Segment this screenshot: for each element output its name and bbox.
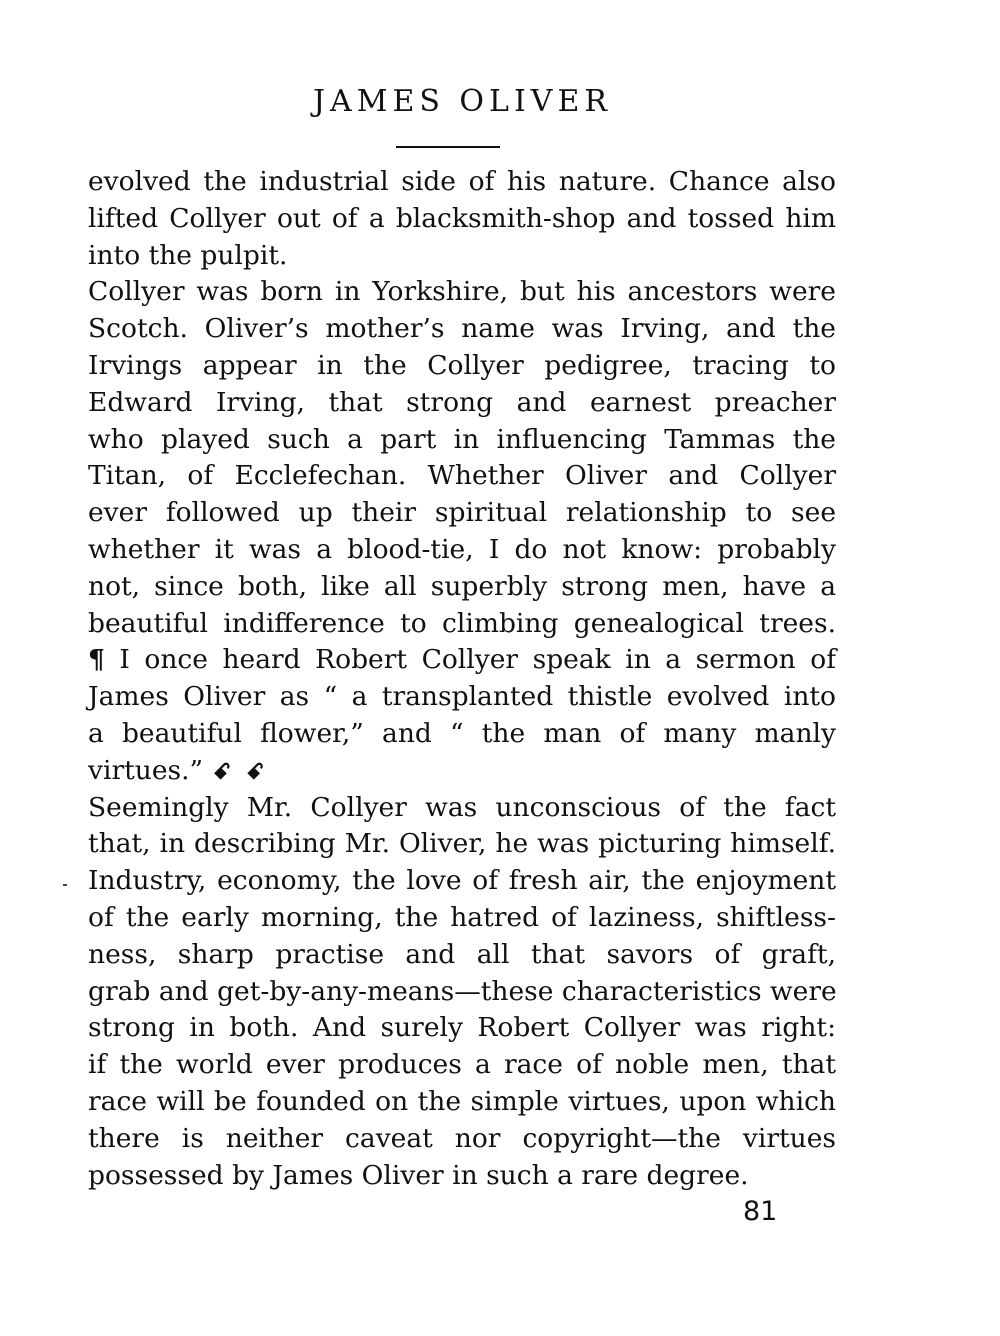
text-line: Collyer was born in Yorkshire, but his ancestors were <box>88 276 836 308</box>
text-line: strong in both. And surely Robert Collyer was right: <box>88 1012 836 1044</box>
text-line: Titan, of Ecclefechan. Whether Oliver and Collyer <box>88 460 836 492</box>
text-line: beautiful indifference to climbing genealogical trees. <box>88 607 836 639</box>
text-line: that, in describing Mr. Oliver, he was picturing himself. <box>88 828 836 860</box>
text-line: I once heard Robert Collyer speak in a sermon of <box>104 644 836 676</box>
text-line: evolved the industrial side of his nature. Chance also <box>88 166 836 197</box>
text-line: possessed by James Oliver in such a rare degree. <box>88 1159 749 1191</box>
head-rule <box>396 146 500 148</box>
leaf-ornament-icon: ꗃ ꗃ <box>213 758 268 785</box>
page-number: 81 <box>743 1196 778 1227</box>
text-line: into the pulpit. <box>88 239 288 271</box>
text-line: virtues.” <box>88 754 204 786</box>
text-line: if the world ever produces a race of noble men, that <box>88 1049 836 1081</box>
running-head: JAMES OLIVER <box>313 84 612 119</box>
text-line: Edward Irving, that strong and earnest preacher <box>88 386 836 418</box>
text-line: not, since both, like all superbly strong men, have a <box>88 570 836 602</box>
text-line: grab and get-by-any-means—these characteristics were <box>88 975 837 1007</box>
text-line: Scotch. Oliver’s mother’s name was Irving, and the <box>88 313 836 345</box>
text-line: of the early morning, the hatred of laziness, shiftless- <box>88 901 836 933</box>
text-line: Industry, economy, the love of fresh air, the enjoyment <box>88 865 836 897</box>
text-line: James Oliver as “ a transplanted thistle evolved into <box>88 681 836 713</box>
text-line: whether it was a blood-tie, I do not know: probably <box>88 533 836 565</box>
text-line: ness, sharp practise and all that savors of graft, <box>88 938 836 970</box>
text-line: Seemingly Mr. Collyer was unconscious of the fact <box>88 791 836 823</box>
pilcrow-icon: ¶ <box>88 644 105 676</box>
text-line: a beautiful flower,” and “ the man of many manly <box>88 717 836 749</box>
text-line-with-ornament <box>88 753 836 790</box>
text-line: there is neither caveat nor copyright—the virtues <box>88 1122 836 1154</box>
body-text <box>88 164 836 1194</box>
text-line: Irvings appear in the Collyer pedigree, tracing to <box>88 349 836 381</box>
margin-mark <box>63 884 67 886</box>
text-line: ever followed up their spiritual relationship to see <box>88 497 836 529</box>
text-line: who played such a part in influencing Tammas the <box>88 423 836 455</box>
text-line: race will be founded on the simple virtues, upon which <box>88 1085 836 1117</box>
text-line-with-pilcrow <box>88 642 836 679</box>
text-line: lifted Collyer out of a blacksmith-shop and tossed him <box>88 202 836 234</box>
